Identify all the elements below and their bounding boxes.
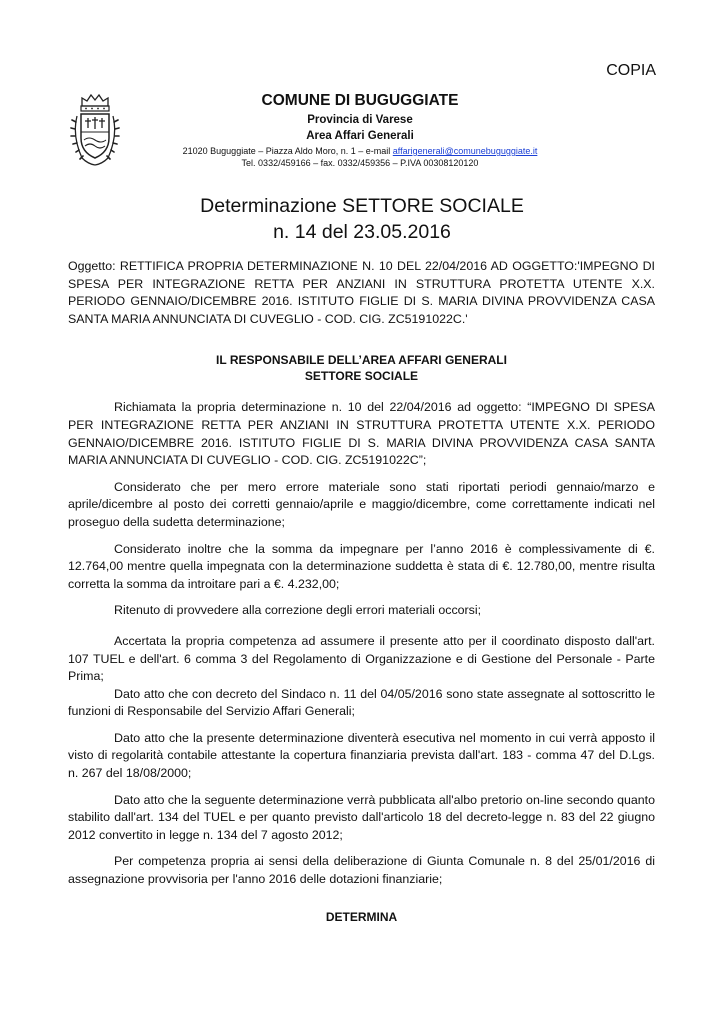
paragraph-correction: Ritenuto di provvedere alla correzione degli errori materiali occorsi; [114, 603, 482, 618]
paragraph-mayor-decree: Dato atto che con decreto del Sindaco n. 11 del 04/05/2016 sono state assegnate al sottoscritto le funzioni di Responsabile del Servizio Affari Generali; [68, 686, 655, 719]
province-name: Provincia di Varese [307, 114, 413, 126]
municipality-name: COMUNE DI BUGUGGIATE [261, 92, 459, 109]
area-name: Area Affari Generali [306, 130, 414, 142]
determina-heading: DETERMINA [325, 909, 398, 924]
responsible-heading [68, 352, 655, 384]
paragraph-publication: Dato atto che la seguente determinazione verrà pubblicata all'albo pretorio on-line secondo quanto stabilito dall'art. 134 del TUEL e per quanto previsto dall'articolo 18 del decreto-legge n. 83 del 22 giugno 2012 convertito in legge n. 134 del 7 agosto 2012; [68, 792, 655, 842]
address-text: 21020 Buguggiate – Piazza Aldo Moro, n. 1 – e-mail [182, 146, 393, 156]
paragraph-amounts: Considerato inoltre che la somma da impegnare per l’anno 2016 è complessivamente di €. 12.764,00 mentre quella impegnata con la determinazione suddetta è stata di €. 12.780,00, mentre risulta corretta la somma da introitare pari a €. 4.232,00; [68, 541, 655, 591]
determination-title: Determinazione SETTORE SOCIALE [200, 195, 524, 217]
email-link[interactable]: affarigenerali@comunebuguggiate.it [392, 146, 538, 156]
document-body [68, 258, 655, 926]
municipality-header [150, 92, 570, 169]
responsible-line-2: SETTORE SOCIALE [304, 369, 419, 384]
paragraph-recalled: Richiamata la propria determinazione n. 10 del 22/04/2016 ad oggetto: “IMPEGNO DI SPESA PER INTEGRAZIONE RETTA PER ANZIANI IN STRUTTURA PROTETTA UTENTE X.X. PERIODO GENNAIO/DICEMBRE 2016. ISTITUTO FIGLIE DI S. MARIA DIVINA PROVVIDENZA CASA SANTA MARIA ANNUNCIATA DI CUVEGLIO - COD. CIG. ZC5191022C”; [68, 400, 655, 468]
paragraph-material-error: Considerato che per mero errore materiale sono stati riportati periodi gennaio/marzo e aprile/dicembre al posto dei corretti gennaio/aprile e maggio/dicembre, come correttamente indicati nel proseguo della sudetta determinazione; [68, 479, 655, 529]
copy-label: COPIA [606, 62, 656, 79]
paragraph-council: Per competenza propria ai sensi della deliberazione di Giunta Comunale n. 8 del 25/01/2016 di assegnazione provvisoria per l'anno 2016 delle dotazioni finanziarie; [68, 854, 655, 887]
responsible-line-1: IL RESPONSABILE DELL’AREA AFFARI GENERALI [216, 353, 507, 368]
determination-heading [0, 193, 724, 245]
paragraph-executive: Dato atto che la presente determinazione diventerà esecutiva nel momento in cui verrà apposto il visto di regolarità contabile attestante la copertura finanziaria prevista dall'art. 183 - comma 47 del D.Lgs. n. 267 del 18/08/2000; [68, 730, 655, 781]
contacts-line: Tel. 0332/459166 – fax. 0332/459356 – P.IVA 00308120120 [241, 158, 479, 168]
subject-paragraph: Oggetto: RETTIFICA PROPRIA DETERMINAZIONE N. 10 DEL 22/04/2016 AD OGGETTO:'IMPEGNO DI SPESA PER INTEGRAZIONE RETTA PER ANZIANI IN STRUTTURA PROTETTA UTENTE X.X. PERIODO GENNAIO/DICEMBRE 2016. ISTITUTO FIGLIE DI S. MARIA DIVINA PROVVIDENZA CASA SANTA MARIA ANNUNCIATA DI CUVEGLIO - COD. CIG. ZC5191022C.' [68, 259, 655, 326]
paragraph-competence: Accertata la propria competenza ad assumere il presente atto per il coordinato disposto dall'art. 107 TUEL e dell'art. 6 comma 3 del Regolamento di Organizzazione e di Gestione del Personale - Parte Prima; [68, 633, 655, 684]
municipal-coat-of-arms-icon [68, 92, 122, 168]
determination-number: n. 14 del 23.05.2016 [273, 221, 451, 243]
address-line [150, 145, 570, 157]
